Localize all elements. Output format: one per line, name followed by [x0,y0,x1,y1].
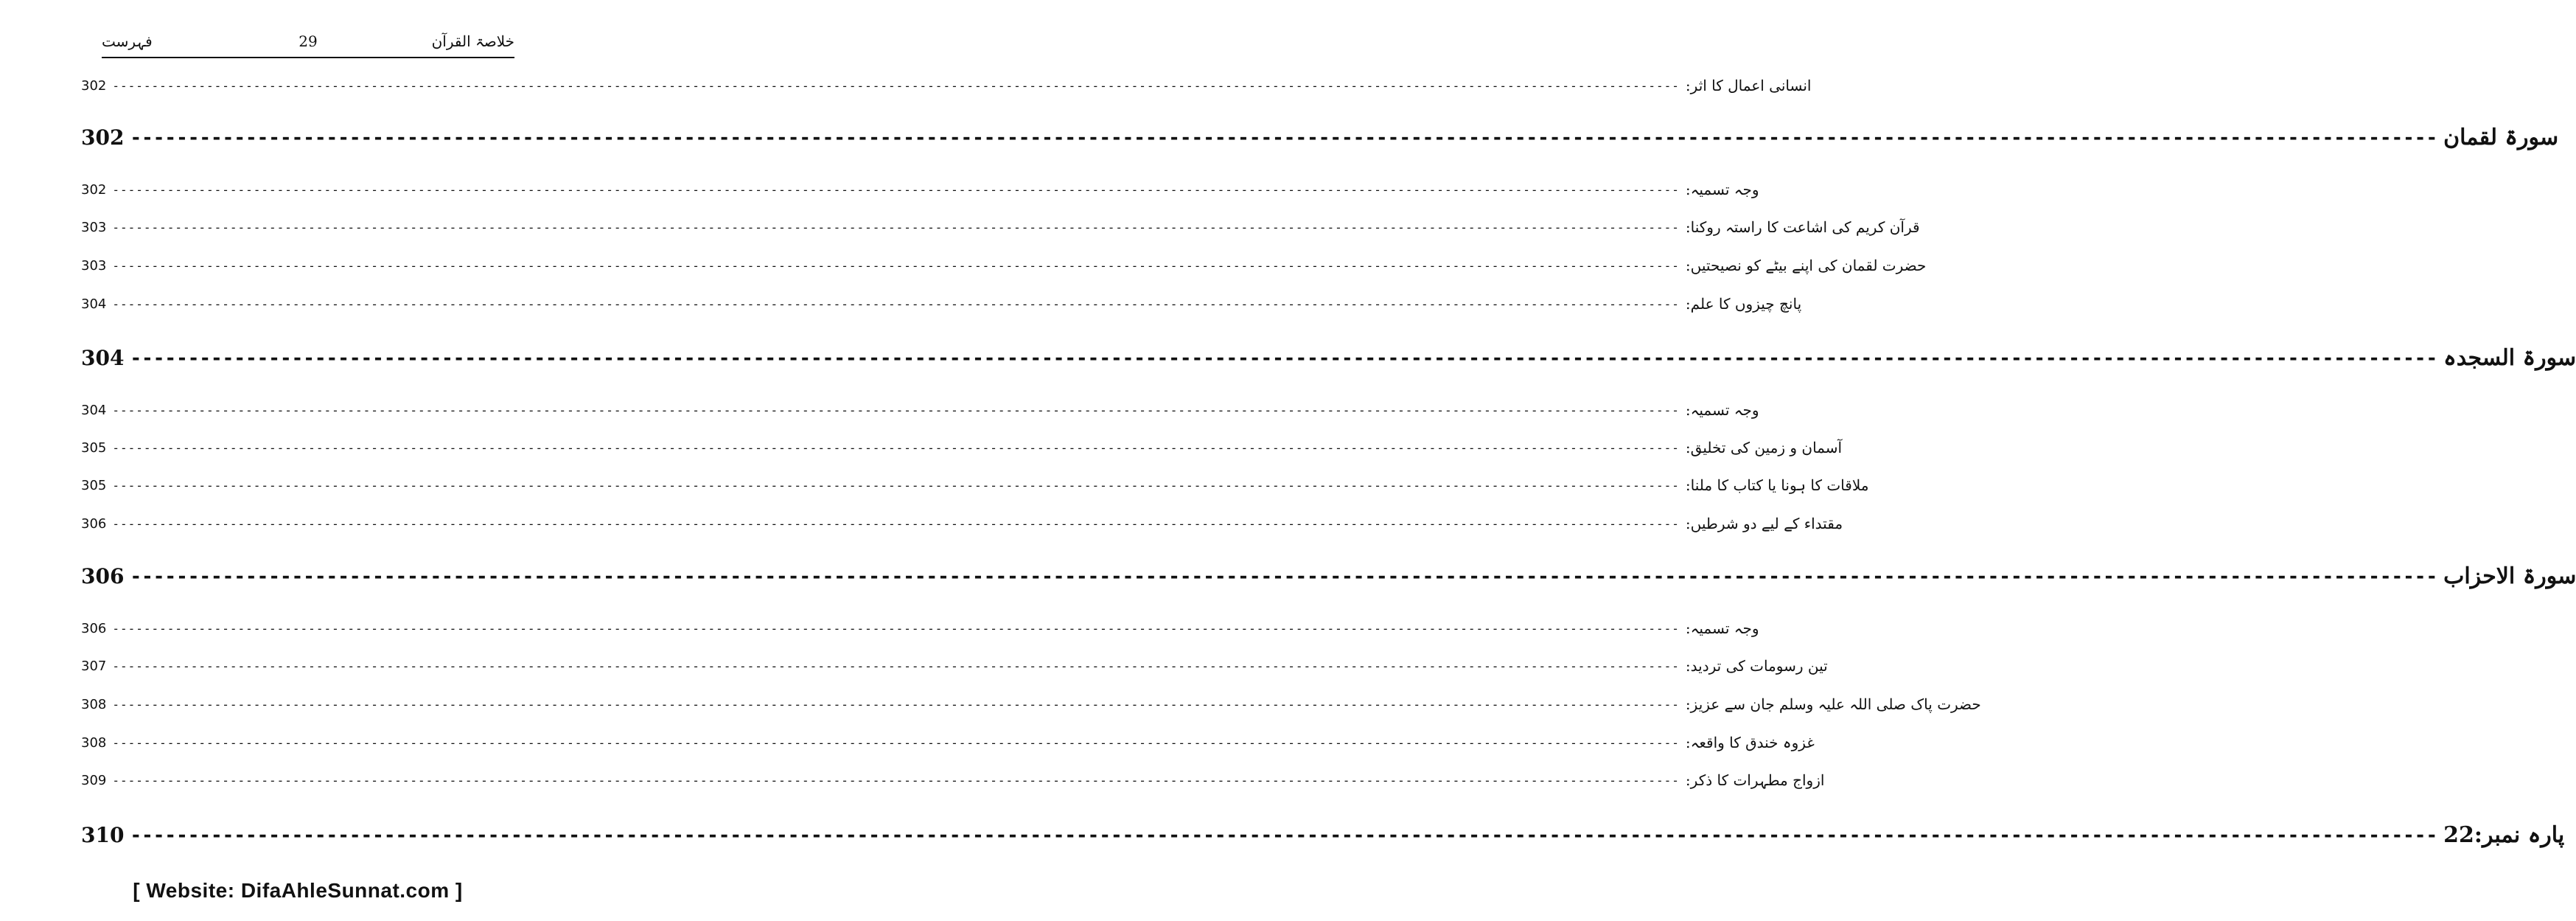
toc-row [81,218,1920,236]
toc-page-number: 302 [81,77,107,94]
toc-entry-title: قرآن کریم کی اشاعت کا راستہ روکنا: [1685,218,1920,236]
toc-entry-title: آسمان و زمین کی تخلیق: [1685,439,1843,456]
header-divider [102,57,514,58]
toc-row [81,401,1759,419]
toc-page-number: 303 [81,257,107,274]
toc-entry-title: وجہ تسمیہ: [1685,619,1759,637]
toc-leader-dashes: -------------------------------------------------------------------------------------------------------------------------------------------------------------------------------------------------------- [112,258,1680,273]
toc-page-number: 306 [81,515,107,532]
toc-page-number: 303 [81,219,107,235]
toc-row [81,77,1812,94]
toc-page-number: 305 [81,439,107,456]
toc-entry-title: ملاقات کا ہونا یا کتاب کا ملنا: [1685,476,1869,494]
toc-row [81,257,1927,274]
toc-leader-dashes: -------------------------------------------------------------------------------------------------------------------------------------------------------------------------------------------------------- [112,658,1680,673]
toc-chapter-title: پارہ نمبر:22 [2443,822,2565,848]
toc-leader-dashes: -------------------------------------------------------------------------------------------------------------------------------------------------------------------------------------------------------- [112,296,1680,311]
toc-leader-dashes: -------------------------------------------------------------------------------------------------------------------------------------------------------------------------------------------------------- [130,126,2438,149]
toc-row [81,734,1815,751]
toc-page-number: 309 [81,772,107,788]
toc-page-number: 306 [81,620,107,636]
toc-row [81,771,1825,789]
toc-entry-title: غزوہ خندق کا واقعہ: [1685,734,1815,751]
toc-leader-dashes: -------------------------------------------------------------------------------------------------------------------------------------------------------------------------------------------------------- [112,735,1680,750]
toc-row [81,439,1843,456]
toc-entry-title: پانچ چیزوں کا علم: [1685,295,1802,313]
toc-major-row [81,125,2559,150]
page-header [102,32,514,55]
toc-leader-dashes: -------------------------------------------------------------------------------------------------------------------------------------------------------------------------------------------------------- [112,516,1680,531]
toc-major-row [81,345,2576,371]
toc-leader-dashes: -------------------------------------------------------------------------------------------------------------------------------------------------------------------------------------------------------- [112,697,1680,712]
website-footer: [ Website: DifaAhleSunnat.com ] [133,879,463,902]
toc-page-number: 304 [81,296,107,312]
toc-leader-dashes: -------------------------------------------------------------------------------------------------------------------------------------------------------------------------------------------------------- [130,347,2438,369]
toc-row [81,295,1802,313]
toc-row [81,657,1828,675]
toc-leader-dashes: -------------------------------------------------------------------------------------------------------------------------------------------------------------------------------------------------------- [112,403,1680,417]
toc-chapter-title: سورۃ الاحزاب [2443,563,2576,589]
toc-row [81,695,1981,713]
toc-page-number: 302 [81,125,125,150]
book-title: خلاصۃ القرآن [431,32,514,50]
page-number: 29 [299,32,318,50]
toc-page-number: 308 [81,734,107,751]
toc-leader-dashes: -------------------------------------------------------------------------------------------------------------------------------------------------------------------------------------------------------- [112,182,1680,197]
toc-leader-dashes: -------------------------------------------------------------------------------------------------------------------------------------------------------------------------------------------------------- [112,478,1680,493]
toc-page-number: 305 [81,477,107,493]
toc-chapter-title: سورۃ لقمان [2443,125,2559,150]
toc-page-number: 308 [81,696,107,712]
toc-page-number: 304 [81,346,125,370]
toc-page-number: 306 [81,564,125,588]
toc-entry-title: وجہ تسمیہ: [1685,181,1759,198]
toc-leader-dashes: -------------------------------------------------------------------------------------------------------------------------------------------------------------------------------------------------------- [130,565,2438,588]
toc-entry-title: حضرت لقمان کی اپنے بیٹے کو نصیحتیں: [1685,257,1927,274]
section-title: فہرست [102,32,153,50]
toc-entry-title: حضرت پاک صلی اللہ علیہ وسلم جان سے عزیز: [1685,695,1981,713]
toc-leader-dashes: -------------------------------------------------------------------------------------------------------------------------------------------------------------------------------------------------------- [112,440,1680,455]
toc-page-number: 307 [81,658,107,674]
toc-major-row [81,563,2576,589]
toc-row [81,476,1869,494]
toc-entry-title: ازواج مطہرات کا ذکر: [1685,771,1825,789]
toc-page-number: 302 [81,181,107,198]
toc-row [81,619,1759,637]
toc-leader-dashes: -------------------------------------------------------------------------------------------------------------------------------------------------------------------------------------------------------- [130,824,2438,847]
toc-chapter-title: سورۃ السجدہ [2443,345,2576,371]
toc-page-number: 310 [81,823,125,847]
toc-row [81,515,1843,532]
toc-leader-dashes: -------------------------------------------------------------------------------------------------------------------------------------------------------------------------------------------------------- [112,220,1680,234]
toc-row [81,181,1759,198]
toc-entry-title: وجہ تسمیہ: [1685,401,1759,419]
toc-major-row [81,822,2565,848]
toc-leader-dashes: -------------------------------------------------------------------------------------------------------------------------------------------------------------------------------------------------------- [112,773,1680,788]
toc-leader-dashes: -------------------------------------------------------------------------------------------------------------------------------------------------------------------------------------------------------- [112,621,1680,636]
toc-page-number: 304 [81,402,107,418]
toc-entry-title: انسانی اعمال کا اثر: [1685,77,1812,94]
toc-leader-dashes: -------------------------------------------------------------------------------------------------------------------------------------------------------------------------------------------------------- [112,78,1680,93]
toc-entry-title: مقتداء کے لیے دو شرطیں: [1685,515,1843,532]
toc-entry-title: تین رسومات کی تردید: [1685,657,1828,675]
